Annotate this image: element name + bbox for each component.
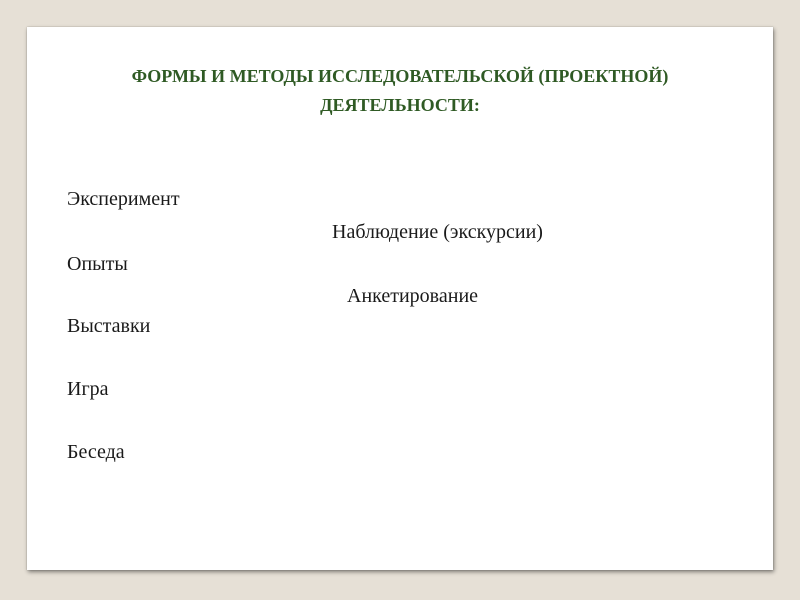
method-item-survey: Анкетирование bbox=[347, 285, 479, 307]
method-item-conversation: Беседа bbox=[67, 441, 125, 463]
method-item-exhibitions: Выставки bbox=[67, 315, 151, 337]
method-item-experiment: Эксперимент bbox=[67, 188, 180, 210]
method-item-game: Игра bbox=[67, 378, 109, 400]
method-item-tests: Опыты bbox=[67, 253, 128, 275]
slide-title-line-2: ДЕЯТЕЛЬНОСТИ: bbox=[320, 95, 480, 115]
method-item-observation: Наблюдение (экскурсии) bbox=[332, 221, 543, 243]
slide-title-line-1: ФОРМЫ И МЕТОДЫ ИССЛЕДОВАТЕЛЬСКОЙ (ПРОЕКТНОЙ) bbox=[131, 66, 669, 86]
slide-title bbox=[0, 62, 800, 120]
